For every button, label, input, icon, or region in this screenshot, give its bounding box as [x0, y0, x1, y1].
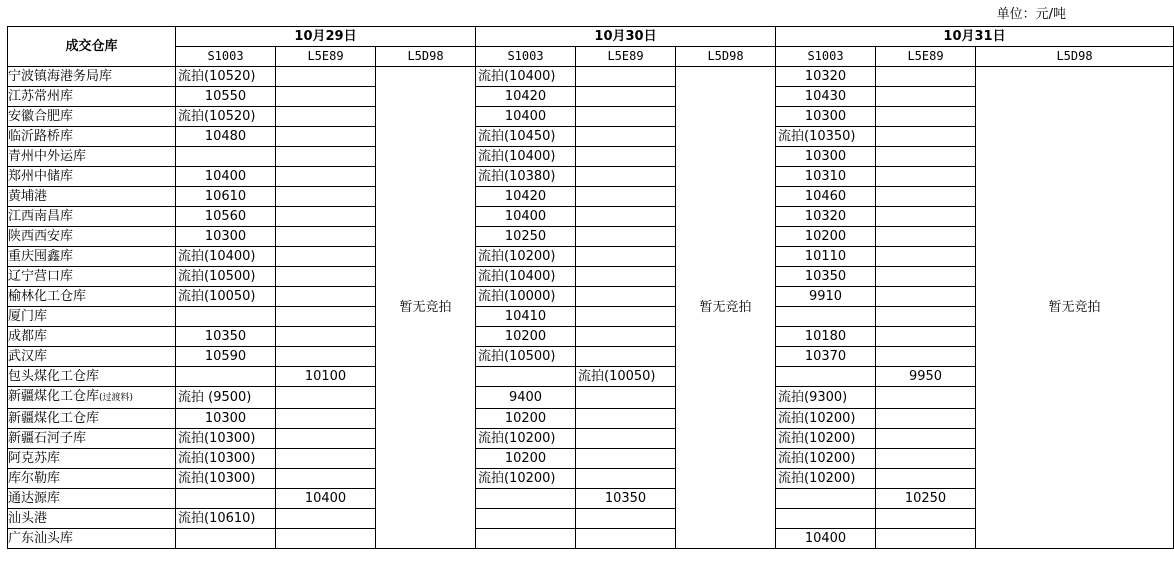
warehouse-name-text: 陕西西安库: [8, 229, 74, 244]
grade-header: L5E89: [276, 47, 376, 67]
price-cell-s1003: [476, 489, 576, 509]
price-cell-l5e89: [576, 509, 676, 529]
warehouse-name: [8, 409, 176, 429]
price-cell-s1003: 流拍(10520): [176, 107, 276, 127]
price-cell-l5e89: [876, 287, 976, 307]
price-cell-l5e89: [276, 409, 376, 429]
warehouse-name-text: 包头煤化工仓库: [8, 369, 100, 384]
warehouse-name: [8, 247, 176, 267]
price-cell-l5e89: [276, 469, 376, 489]
price-cell-l5e89: [276, 127, 376, 147]
price-cell-l5e89: [276, 167, 376, 187]
price-cell-l5e89: 10100: [276, 367, 376, 387]
price-cell-s1003: 10320: [776, 67, 876, 87]
price-cell-l5e89: [276, 449, 376, 469]
warehouse-name-text: 新疆煤化工仓库: [8, 411, 100, 426]
price-cell-s1003: 10200: [476, 327, 576, 347]
price-cell-s1003: 10200: [476, 449, 576, 469]
warehouse-name-text: 重庆囤鑫库: [8, 249, 74, 264]
price-cell-l5e89: [576, 327, 676, 347]
price-cell-l5e89: [576, 247, 676, 267]
price-cell-l5e89: [576, 529, 676, 549]
price-cell-s1003: 流拍(10200): [776, 469, 876, 489]
price-cell-s1003: 流拍(10300): [176, 449, 276, 469]
warehouse-name: [8, 347, 176, 367]
warehouse-name-text: 通达源库: [8, 491, 61, 506]
price-cell-s1003: [476, 367, 576, 387]
price-cell-l5e89: [576, 127, 676, 147]
warehouse-name: [8, 307, 176, 327]
price-cell-l5e89: [876, 449, 976, 469]
price-cell-l5e89: [276, 429, 376, 449]
no-auction-note: 暂无竞拍: [376, 67, 476, 549]
warehouse-name: [8, 489, 176, 509]
price-cell-s1003: 流拍(10500): [176, 267, 276, 287]
price-cell-l5e89: [576, 347, 676, 367]
price-cell-s1003: 10300: [776, 107, 876, 127]
price-cell-s1003: 10590: [176, 347, 276, 367]
grade-header: S1003: [476, 47, 576, 67]
price-cell-l5e89: [876, 87, 976, 107]
price-cell-s1003: 流拍(10400): [176, 247, 276, 267]
price-cell-s1003: 流拍(10200): [476, 469, 576, 489]
price-cell-l5e89: [576, 67, 676, 87]
price-cell-l5e89: [876, 147, 976, 167]
warehouse-name: [8, 529, 176, 549]
price-cell-l5e89: [876, 529, 976, 549]
price-cell-s1003: 流拍(10400): [476, 147, 576, 167]
price-cell-l5e89: [876, 327, 976, 347]
price-cell-s1003: 流拍(10400): [476, 267, 576, 287]
price-cell-l5e89: [276, 207, 376, 227]
price-cell-s1003: 10420: [476, 87, 576, 107]
price-cell-s1003: 流拍(9300): [776, 387, 876, 409]
warehouse-name: [8, 147, 176, 167]
price-cell-l5e89: [276, 307, 376, 327]
price-cell-s1003: 10200: [776, 227, 876, 247]
warehouse-name-text: 新疆煤化工仓库: [8, 389, 100, 404]
grade-header: L5D98: [976, 47, 1174, 67]
price-cell-l5e89: [876, 187, 976, 207]
warehouse-name-text: 新疆石河子库: [8, 431, 87, 446]
price-cell-l5e89: [876, 347, 976, 367]
price-cell-l5e89: [276, 267, 376, 287]
price-cell-s1003: [476, 509, 576, 529]
price-cell-l5e89: [876, 127, 976, 147]
price-cell-l5e89: [576, 187, 676, 207]
price-cell-l5e89: [276, 67, 376, 87]
warehouse-name-text: 广东汕头库: [8, 531, 74, 546]
price-cell-s1003: 10430: [776, 87, 876, 107]
price-cell-s1003: 流拍(10350): [776, 127, 876, 147]
price-cell-l5e89: [576, 387, 676, 409]
price-cell-l5e89: [576, 307, 676, 327]
warehouse-name-text: 武汉库: [8, 349, 48, 364]
price-cell-l5e89: [876, 227, 976, 247]
date-header: 10月29日: [176, 27, 476, 47]
price-cell-l5e89: [876, 267, 976, 287]
price-cell-l5e89: [576, 227, 676, 247]
warehouse-name: [8, 367, 176, 387]
price-cell-l5e89: 流拍(10050): [576, 367, 676, 387]
price-cell-l5e89: [576, 469, 676, 489]
price-cell-l5e89: [276, 187, 376, 207]
warehouse-name: [8, 187, 176, 207]
price-cell-l5e89: [276, 107, 376, 127]
warehouse-name: [8, 67, 176, 87]
price-cell-s1003: 10400: [176, 167, 276, 187]
price-cell-l5e89: [276, 247, 376, 267]
auction-table: [7, 26, 1174, 549]
price-cell-l5e89: 10250: [876, 489, 976, 509]
warehouse-name: [8, 287, 176, 307]
warehouse-name-text: 阿克苏库: [8, 451, 61, 466]
price-cell-l5e89: [876, 107, 976, 127]
price-cell-l5e89: [876, 387, 976, 409]
price-cell-s1003: [176, 367, 276, 387]
price-cell-s1003: 9910: [776, 287, 876, 307]
price-cell-l5e89: [576, 449, 676, 469]
warehouse-name-suffix: (过渡料): [99, 393, 134, 403]
price-cell-l5e89: [276, 287, 376, 307]
price-cell-s1003: 10550: [176, 87, 276, 107]
warehouse-name: [8, 87, 176, 107]
warehouse-name-text: 榆林化工仓库: [8, 289, 87, 304]
warehouse-name: [8, 509, 176, 529]
date-header: 10月31日: [776, 27, 1174, 47]
price-cell-l5e89: [876, 67, 976, 87]
price-cell-s1003: 流拍(10200): [476, 429, 576, 449]
price-cell-s1003: 10300: [176, 227, 276, 247]
price-cell-l5e89: [276, 509, 376, 529]
price-cell-l5e89: [876, 429, 976, 449]
price-cell-s1003: 流拍(10300): [176, 429, 276, 449]
warehouse-name-text: 郑州中储库: [8, 169, 74, 184]
price-cell-l5e89: 9950: [876, 367, 976, 387]
price-cell-s1003: 10400: [476, 207, 576, 227]
price-cell-s1003: 10410: [476, 307, 576, 327]
price-cell-l5e89: [576, 267, 676, 287]
price-cell-s1003: 10350: [176, 327, 276, 347]
price-cell-s1003: [776, 307, 876, 327]
price-cell-l5e89: [576, 147, 676, 167]
price-cell-s1003: 10460: [776, 187, 876, 207]
price-cell-s1003: 流拍 (9500): [176, 387, 276, 409]
price-cell-s1003: 流拍(10200): [776, 449, 876, 469]
warehouse-name-text: 库尔勒库: [8, 471, 61, 486]
price-cell-s1003: [776, 509, 876, 529]
price-cell-s1003: 流拍(10450): [476, 127, 576, 147]
price-cell-s1003: 流拍(10400): [476, 67, 576, 87]
no-auction-note: 暂无竞拍: [676, 67, 776, 549]
warehouse-name: [8, 429, 176, 449]
price-cell-l5e89: [876, 469, 976, 489]
warehouse-name: [8, 167, 176, 187]
no-auction-note: 暂无竞拍: [976, 67, 1174, 549]
price-cell-l5e89: 10350: [576, 489, 676, 509]
price-cell-s1003: 10300: [776, 147, 876, 167]
price-cell-l5e89: [576, 409, 676, 429]
price-cell-s1003: [476, 529, 576, 549]
price-cell-s1003: [776, 489, 876, 509]
unit-label: 单位：元/吨: [996, 7, 1066, 22]
warehouse-name: [8, 469, 176, 489]
date-header: 10月30日: [476, 27, 776, 47]
grade-header: S1003: [176, 47, 276, 67]
price-cell-s1003: 10420: [476, 187, 576, 207]
warehouse-name: [8, 387, 176, 409]
price-cell-s1003: 10310: [776, 167, 876, 187]
price-cell-s1003: 10370: [776, 347, 876, 367]
warehouse-name-text: 宁波镇海港务局库: [8, 69, 113, 84]
warehouse-name-text: 临沂路桥库: [8, 129, 74, 144]
warehouse-name: [8, 449, 176, 469]
price-cell-l5e89: [276, 529, 376, 549]
price-cell-s1003: 10400: [776, 529, 876, 549]
price-cell-l5e89: [576, 87, 676, 107]
grade-header: L5D98: [676, 47, 776, 67]
warehouse-name: [8, 227, 176, 247]
warehouse-name-text: 成都库: [8, 329, 48, 344]
price-cell-s1003: 流拍(10200): [776, 429, 876, 449]
warehouse-name-text: 安徽合肥库: [8, 109, 74, 124]
price-cell-l5e89: [876, 207, 976, 227]
price-cell-l5e89: [876, 409, 976, 429]
grade-header: L5D98: [376, 47, 476, 67]
price-cell-l5e89: [276, 87, 376, 107]
price-cell-s1003: 10400: [476, 107, 576, 127]
price-cell-s1003: 10250: [476, 227, 576, 247]
grade-header: L5E89: [876, 47, 976, 67]
price-cell-s1003: 10480: [176, 127, 276, 147]
price-cell-s1003: 流拍(10520): [176, 67, 276, 87]
warehouse-name-text: 江西南昌库: [8, 209, 74, 224]
grade-header: S1003: [776, 47, 876, 67]
price-cell-s1003: 10610: [176, 187, 276, 207]
price-cell-l5e89: [876, 307, 976, 327]
warehouse-name-text: 辽宁营口库: [8, 269, 74, 284]
price-cell-s1003: 流拍(10200): [776, 409, 876, 429]
price-cell-s1003: 流拍(10200): [476, 247, 576, 267]
price-cell-s1003: 10180: [776, 327, 876, 347]
price-cell-l5e89: [876, 247, 976, 267]
price-cell-l5e89: [576, 429, 676, 449]
price-cell-s1003: 流拍(10610): [176, 509, 276, 529]
price-cell-l5e89: [276, 227, 376, 247]
price-cell-l5e89: [276, 147, 376, 167]
price-cell-s1003: 10110: [776, 247, 876, 267]
price-cell-s1003: 流拍(10500): [476, 347, 576, 367]
price-cell-s1003: 流拍(10050): [176, 287, 276, 307]
warehouse-column-header: 成交仓库: [8, 27, 176, 67]
price-cell-l5e89: [876, 509, 976, 529]
price-cell-s1003: 10350: [776, 267, 876, 287]
price-cell-l5e89: [576, 287, 676, 307]
price-cell-s1003: 流拍(10380): [476, 167, 576, 187]
warehouse-name: [8, 127, 176, 147]
price-cell-s1003: [176, 529, 276, 549]
price-cell-s1003: 9400: [476, 387, 576, 409]
price-cell-l5e89: [576, 107, 676, 127]
warehouse-name-text: 江苏常州库: [8, 89, 74, 104]
warehouse-name: [8, 207, 176, 227]
price-cell-s1003: [176, 147, 276, 167]
price-cell-l5e89: [576, 207, 676, 227]
warehouse-name: [8, 267, 176, 287]
price-cell-l5e89: [276, 327, 376, 347]
price-cell-l5e89: [576, 167, 676, 187]
price-cell-s1003: [176, 489, 276, 509]
table-row: [8, 67, 1174, 87]
warehouse-name: [8, 107, 176, 127]
warehouse-name-text: 汕头港: [8, 511, 48, 526]
price-cell-l5e89: [876, 167, 976, 187]
grade-header: L5E89: [576, 47, 676, 67]
price-cell-s1003: [176, 307, 276, 327]
price-cell-s1003: 10320: [776, 207, 876, 227]
price-cell-l5e89: [276, 387, 376, 409]
warehouse-name-text: 黄埔港: [8, 189, 48, 204]
price-cell-s1003: 10300: [176, 409, 276, 429]
warehouse-name-text: 厦门库: [8, 309, 48, 324]
price-cell-l5e89: [276, 347, 376, 367]
price-cell-s1003: 流拍(10000): [476, 287, 576, 307]
price-cell-s1003: 10560: [176, 207, 276, 227]
price-cell-s1003: [776, 367, 876, 387]
warehouse-name: [8, 327, 176, 347]
price-cell-l5e89: 10400: [276, 489, 376, 509]
price-cell-s1003: 10200: [476, 409, 576, 429]
price-cell-s1003: 流拍(10300): [176, 469, 276, 489]
warehouse-name-text: 青州中外运库: [8, 149, 87, 164]
